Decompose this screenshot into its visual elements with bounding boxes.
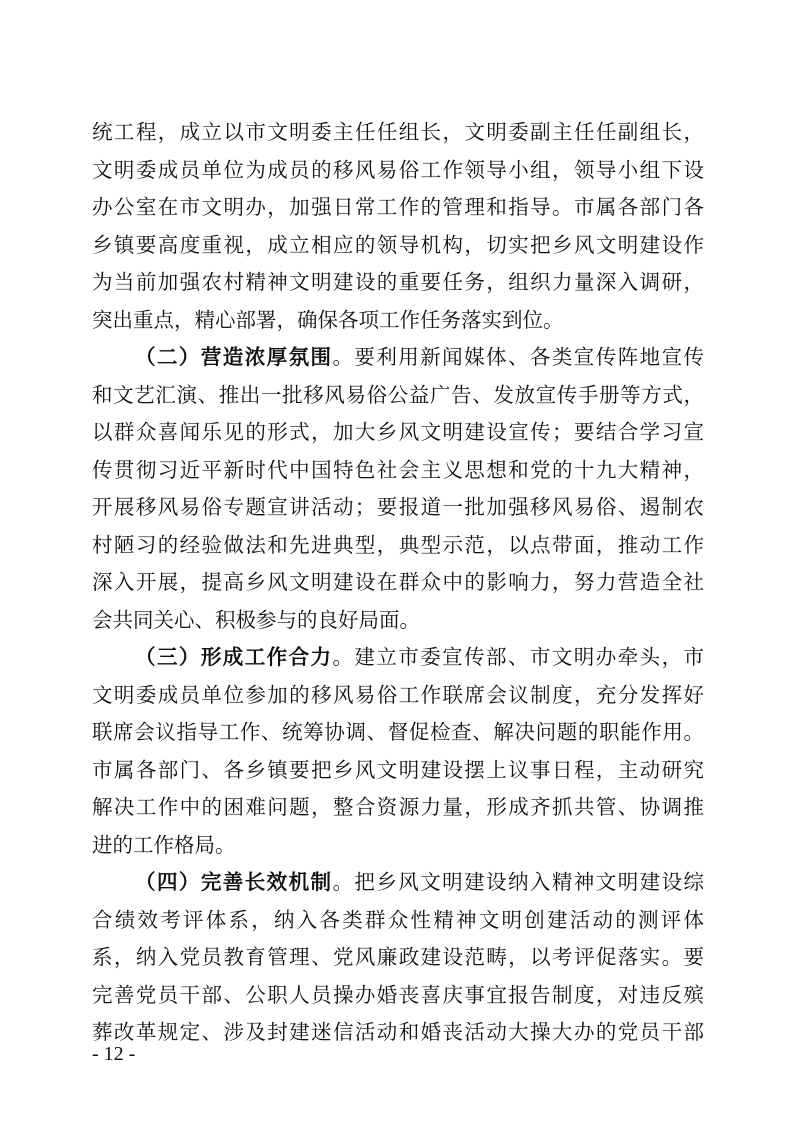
text-line: 开展移风易俗专题宣讲活动；要报道一批加强移风易俗、遏制农 (92, 495, 704, 519)
text-line: 进的工作格局。 (92, 832, 236, 857)
text-line (92, 864, 704, 902)
text-line: 传贯彻习近平新时代中国特色社会主义思想和党的十九大精神， (92, 457, 704, 482)
text-line: 合绩效考评体系，纳入各类群众性精神文明创建活动的测评体 (92, 907, 704, 932)
text-line: 市属各部门、各乡镇要把乡风文明建设摆上议事日程，主动研究 (92, 757, 704, 782)
text-line: 会共同关心、积极参与的良好局面。 (92, 607, 420, 632)
text-line: 村陋习的经验做法和先进典型，典型示范，以点带面，推动工作 (92, 532, 704, 557)
section-heading: （三）形成工作合力 (135, 645, 333, 669)
text-line: 深入开展，提高乡风文明建设在群众中的影响力，努力营造全社 (92, 570, 704, 594)
text-line (92, 639, 704, 677)
text-line: 完善党员干部、公职人员操办婚丧喜庆事宜报告制度，对违反殡 (92, 982, 704, 1007)
page-number: - 12 - (92, 1043, 136, 1065)
text-line: 文明委成员单位为成员的移风易俗工作领导小组，领导小组下设 (92, 157, 704, 182)
section-heading: （二）营造浓厚氛围 (135, 345, 333, 369)
text-line (92, 339, 704, 377)
text-segment: 。要利用新闻媒体、各类宣传阵地宣传 (332, 345, 705, 369)
text-line: 和文艺汇演、推出一批移风易俗公益广告、发放宣传手册等方式， (92, 382, 704, 407)
text-segment: 。把乡风文明建设纳入精神文明建设综 (332, 870, 705, 894)
section-heading: （四）完善长效机制 (135, 870, 333, 894)
text-line: 以群众喜闻乐见的形式，加大乡风文明建设宣传；要结合学习宣 (92, 420, 704, 444)
text-line: 为当前加强农村精神文明建设的重要任务，组织力量深入调研， (92, 270, 704, 294)
text-line: 系，纳入党员教育管理、党风廉政建设范畴，以考评促落实。要 (92, 945, 704, 969)
text-line: 文明委成员单位参加的移风易俗工作联席会议制度，充分发挥好 (92, 682, 704, 707)
text-line: 解决工作中的困难问题，整合资源力量，形成齐抓共管、协调推 (92, 795, 704, 819)
text-line: 乡镇要高度重视，成立相应的领导机构，切实把乡风文明建设作 (92, 232, 704, 257)
body-text (92, 114, 704, 1052)
text-line: 统工程，成立以市文明委主任任组长，文明委副主任任副组长， (92, 120, 704, 144)
text-line: 联席会议指导工作、统筹协调、督促检查、解决问题的职能作用。 (92, 720, 704, 744)
text-line: 葬改革规定、涉及封建迷信活动和婚丧活动大操大办的党员干部 (92, 1020, 704, 1044)
text-segment: 。建立市委宣传部、市文明办牵头，市 (332, 645, 705, 669)
text-line: 办公室在市文明办，加强日常工作的管理和指导。市属各部门各 (92, 195, 704, 219)
text-line: 突出重点，精心部署，确保各项工作任务落实到位。 (92, 307, 564, 332)
